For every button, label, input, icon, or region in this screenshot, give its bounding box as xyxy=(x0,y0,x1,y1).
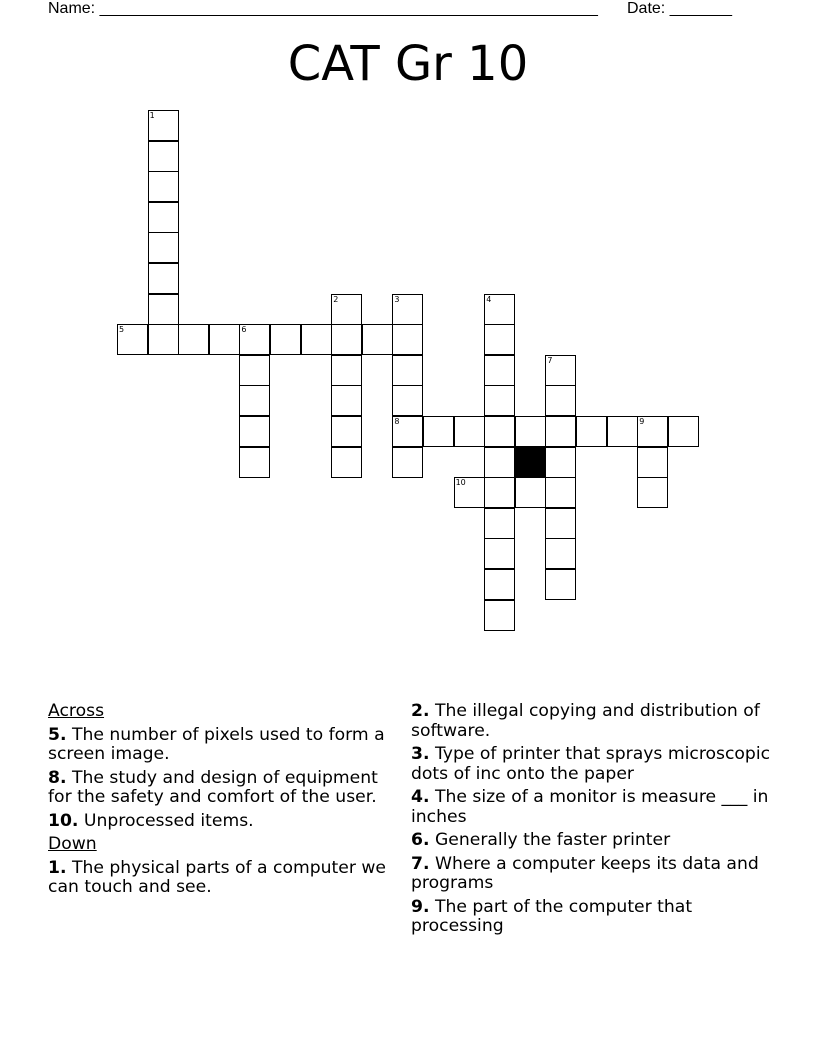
clue-number: 8. xyxy=(48,767,67,788)
cell-number: 2 xyxy=(333,294,339,304)
grid-cell[interactable] xyxy=(545,447,576,478)
clue-number: 9. xyxy=(411,896,430,917)
grid-cell[interactable] xyxy=(515,477,546,508)
grid-cell[interactable] xyxy=(148,110,179,141)
clue-text: The illegal copying and distribution of software. xyxy=(411,701,760,741)
cell-number: 4 xyxy=(486,294,492,304)
clue-text: Type of printer that sprays microscopic dots of inc onto the paper xyxy=(411,744,771,784)
date-field-label: Date: _______ xyxy=(627,0,732,17)
grid-cell[interactable] xyxy=(117,324,148,355)
clues-left-column xyxy=(48,702,403,902)
grid-cell[interactable] xyxy=(331,416,362,447)
clue-number: 7. xyxy=(411,853,430,874)
clue-across-8 xyxy=(48,769,403,808)
grid-cell[interactable] xyxy=(239,416,270,447)
grid-cell[interactable] xyxy=(178,324,209,355)
grid-cell[interactable] xyxy=(362,324,393,355)
clue-down-6 xyxy=(411,831,776,851)
grid-cell[interactable] xyxy=(484,538,515,569)
grid-cell[interactable] xyxy=(637,477,668,508)
grid-cell[interactable] xyxy=(545,569,576,600)
grid-cell[interactable] xyxy=(239,324,270,355)
grid-cell[interactable] xyxy=(392,385,423,416)
clue-number: 10. xyxy=(48,810,79,831)
clue-text: Where a computer keeps its data and programs xyxy=(411,853,759,893)
grid-cell[interactable] xyxy=(239,385,270,416)
grid-cell[interactable] xyxy=(331,324,362,355)
clue-number: 1. xyxy=(48,857,67,878)
cell-number: 10 xyxy=(455,478,466,488)
grid-cell[interactable] xyxy=(392,294,423,325)
clue-down-2 xyxy=(411,702,776,741)
grid-cell[interactable] xyxy=(545,477,576,508)
grid-cell[interactable] xyxy=(637,416,668,447)
grid-cell[interactable] xyxy=(607,416,638,447)
grid-cell[interactable] xyxy=(545,355,576,386)
grid-cell[interactable] xyxy=(484,447,515,478)
grid-cell[interactable] xyxy=(484,569,515,600)
clue-down-1 xyxy=(48,859,403,898)
grid-cell[interactable] xyxy=(209,324,240,355)
grid-cell[interactable] xyxy=(637,447,668,478)
grid-cell[interactable] xyxy=(392,324,423,355)
grid-cell[interactable] xyxy=(484,508,515,539)
clue-number: 4. xyxy=(411,787,430,807)
cell-number: 5 xyxy=(119,325,125,335)
grid-cell[interactable] xyxy=(148,294,179,325)
grid-cell[interactable] xyxy=(331,294,362,325)
grid-cell[interactable] xyxy=(576,416,607,447)
grid-cell[interactable] xyxy=(392,416,423,447)
clue-text: The size of a monitor is measure ___ in inches xyxy=(411,787,769,827)
clue-text: Unprocessed items. xyxy=(83,810,254,831)
grid-cell[interactable] xyxy=(668,416,699,447)
grid-cell[interactable] xyxy=(484,324,515,355)
clue-across-10 xyxy=(48,812,403,832)
grid-cell[interactable] xyxy=(515,416,546,447)
grid-cell[interactable] xyxy=(454,416,485,447)
clue-text: The number of pixels used to form a screen image. xyxy=(48,724,385,764)
clue-number: 6. xyxy=(411,830,430,850)
page-title: CAT Gr 10 xyxy=(287,36,529,92)
clue-number: 5. xyxy=(48,724,67,745)
clue-down-7 xyxy=(411,855,776,894)
clue-text: The part of the computer that processing xyxy=(411,896,693,936)
grid-cell[interactable] xyxy=(270,324,301,355)
down-heading: Down xyxy=(48,834,97,854)
across-heading: Across xyxy=(48,701,105,721)
grid-cell[interactable] xyxy=(148,263,179,294)
grid-cell[interactable] xyxy=(331,355,362,386)
grid-cell[interactable] xyxy=(301,324,332,355)
grid-cell[interactable] xyxy=(148,171,179,202)
clue-down-3 xyxy=(411,745,776,784)
clue-down-4 xyxy=(411,788,776,827)
grid-cell[interactable] xyxy=(148,324,179,355)
clue-text: The physical parts of a computer we can touch and see. xyxy=(48,857,387,897)
clue-number: 2. xyxy=(411,701,430,721)
grid-cell[interactable] xyxy=(148,202,179,233)
clue-number: 3. xyxy=(411,744,430,764)
grid-cell[interactable] xyxy=(545,508,576,539)
grid-cell[interactable] xyxy=(331,447,362,478)
cell-number: 1 xyxy=(149,111,155,120)
cell-number: 6 xyxy=(241,325,247,335)
grid-cell[interactable] xyxy=(545,385,576,416)
grid-cell[interactable] xyxy=(545,538,576,569)
grid-cell[interactable] xyxy=(484,355,515,386)
clue-text: The study and design of equipment for the safety and comfort of the user. xyxy=(48,767,378,807)
grid-cell[interactable] xyxy=(331,385,362,416)
clue-down-9 xyxy=(411,898,776,937)
grid-cell[interactable] xyxy=(484,477,515,508)
cell-number: 8 xyxy=(394,417,400,426)
cell-number: 9 xyxy=(639,417,645,426)
grid-cell[interactable] xyxy=(148,232,179,263)
grid-cell[interactable] xyxy=(392,355,423,386)
grid-cell[interactable] xyxy=(484,385,515,416)
cell-number: 7 xyxy=(547,355,553,365)
grid-cell[interactable] xyxy=(239,447,270,478)
clues-right-column xyxy=(411,702,776,941)
cell-number: 3 xyxy=(394,294,400,304)
name-field-label: Name: ________________________________________________________ xyxy=(48,0,598,17)
grid-cell[interactable] xyxy=(423,416,454,447)
grid-cell[interactable] xyxy=(545,416,576,447)
grid-cell[interactable] xyxy=(148,141,179,172)
grid-cell[interactable] xyxy=(239,355,270,386)
grid-cell[interactable] xyxy=(484,600,515,631)
clue-text: Generally the faster printer xyxy=(434,830,671,850)
grid-cell[interactable] xyxy=(484,416,515,447)
clue-across-5 xyxy=(48,726,403,765)
grid-cell[interactable] xyxy=(454,477,485,508)
grid-cell[interactable] xyxy=(392,447,423,478)
grid-cell[interactable] xyxy=(484,294,515,325)
shaded-cell xyxy=(515,447,546,478)
